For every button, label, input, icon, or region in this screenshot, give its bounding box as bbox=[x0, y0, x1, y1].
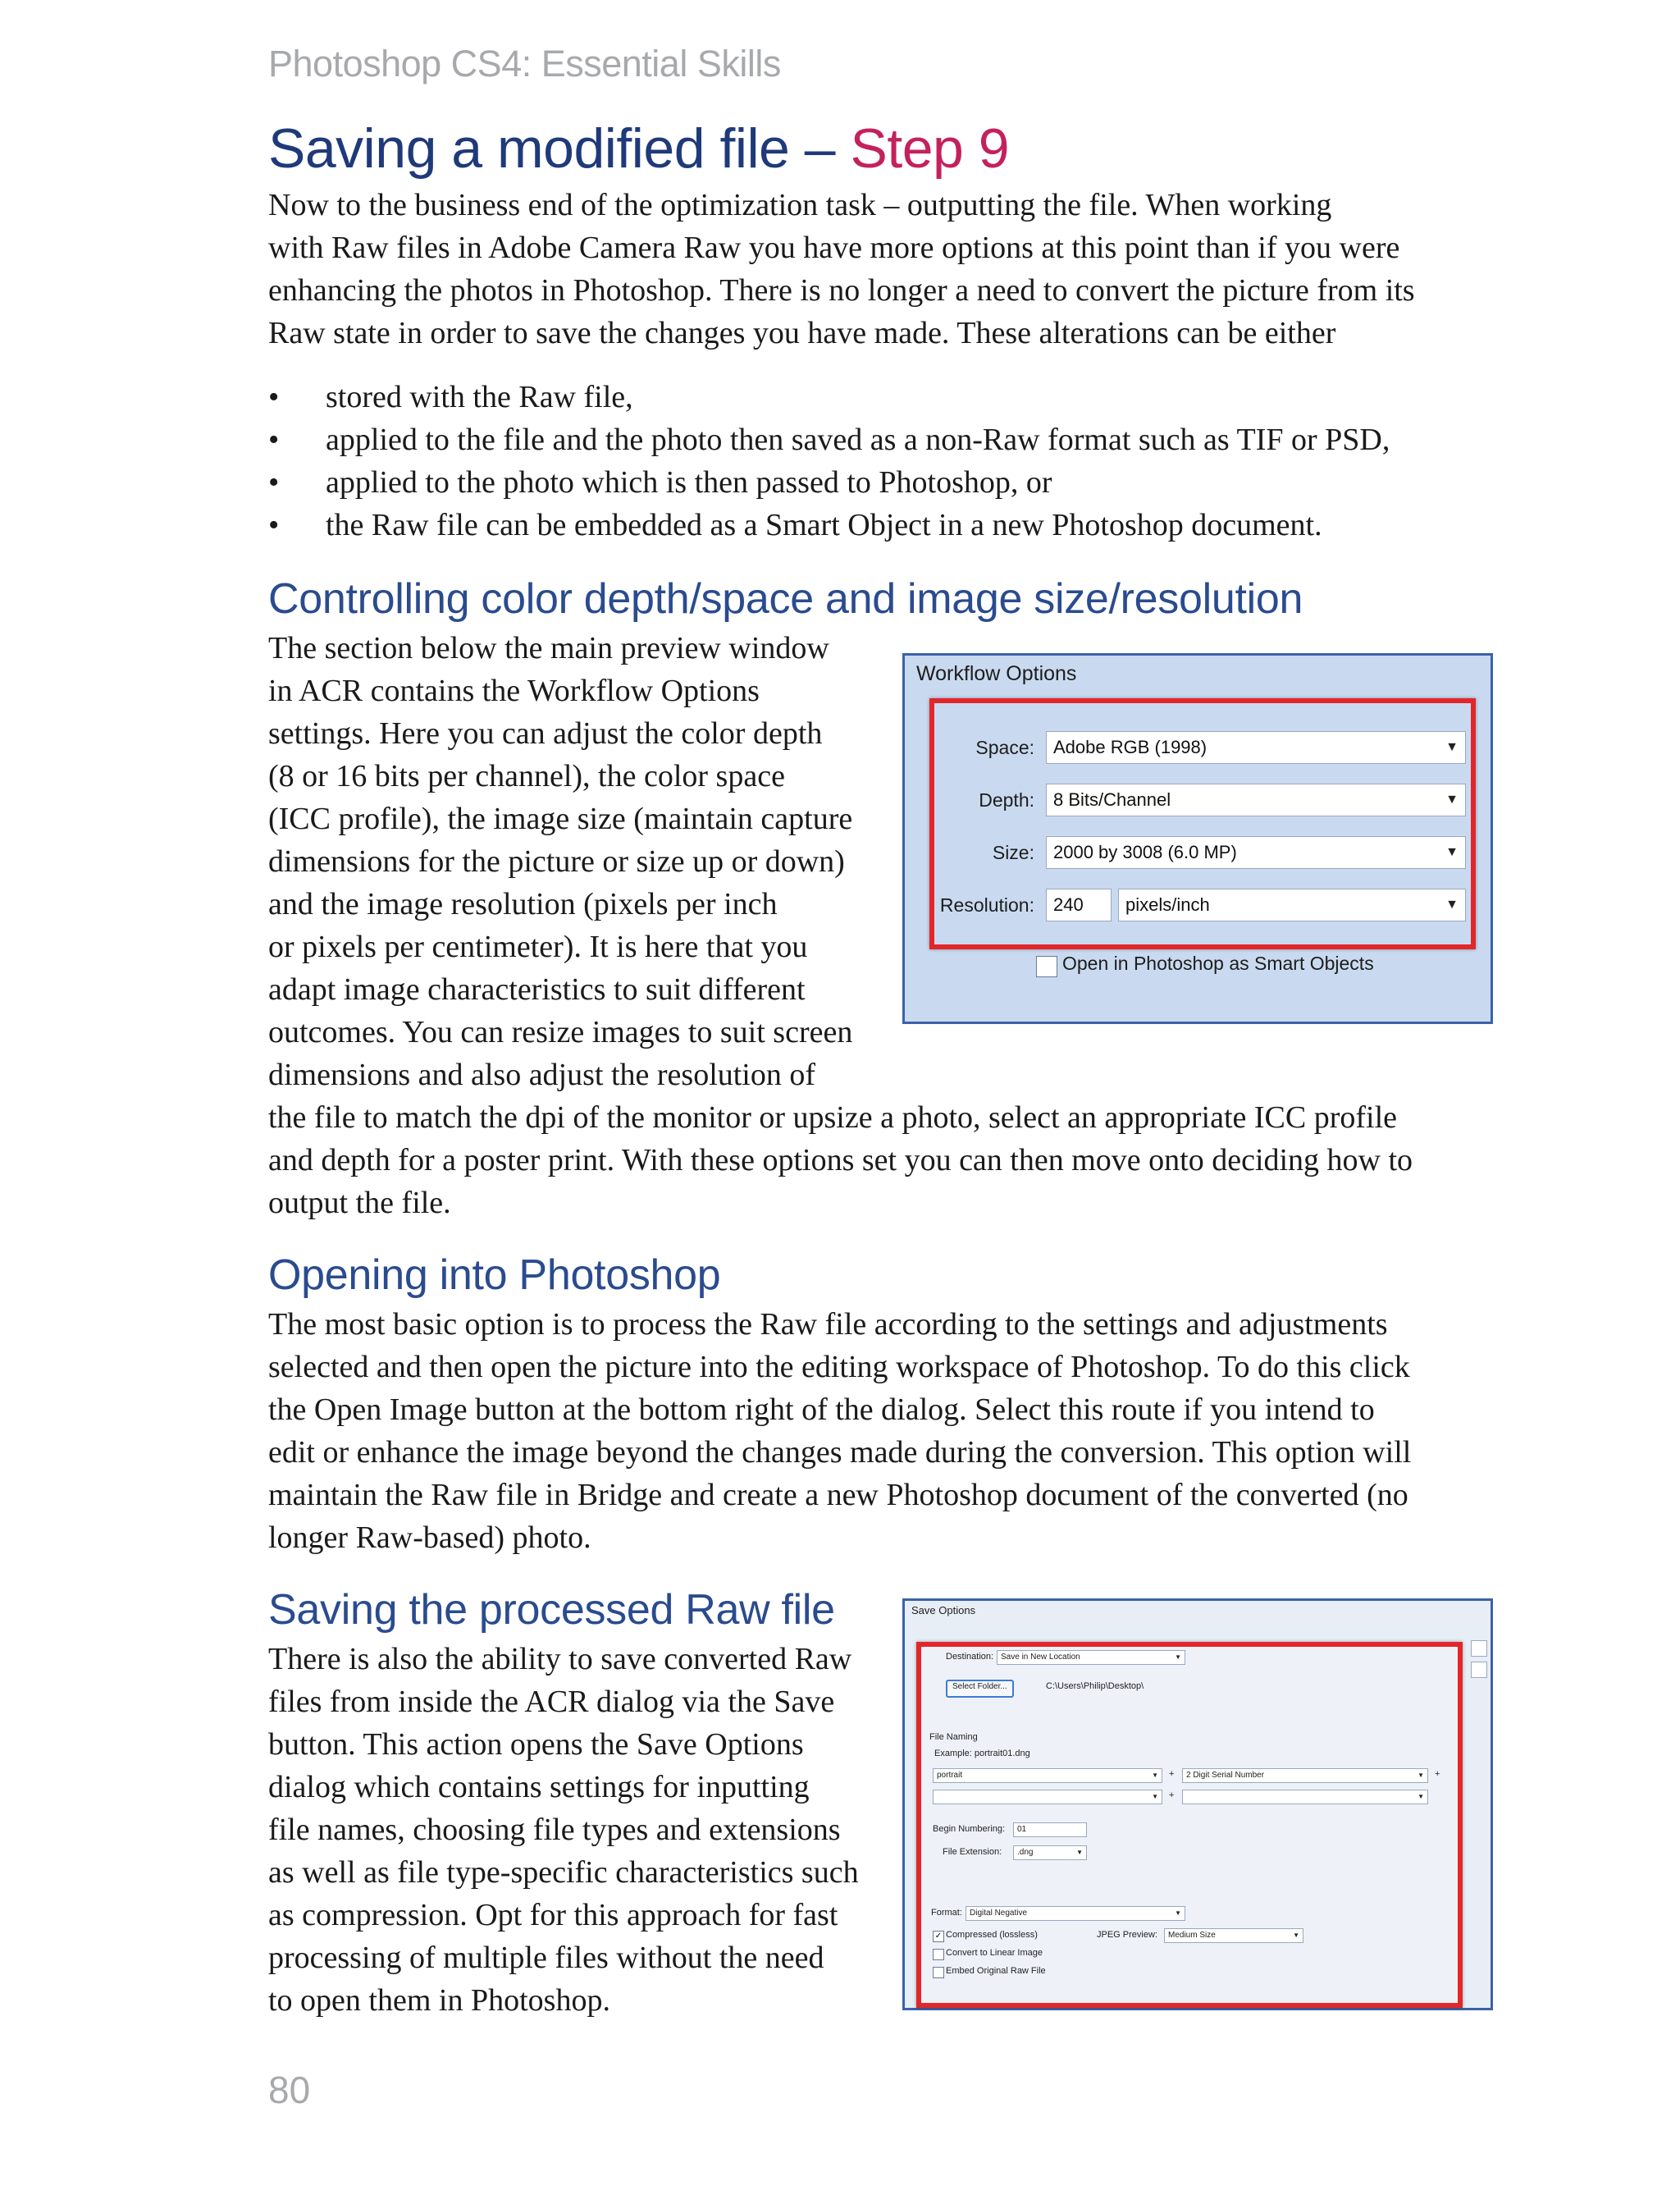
file-naming-example: Example: portrait01.dng bbox=[934, 1749, 1030, 1758]
resolution-input[interactable]: 240 bbox=[1046, 889, 1112, 921]
section1-line: The section below the main preview window bbox=[268, 631, 829, 665]
section2-line: longer Raw-based) photo. bbox=[268, 1520, 591, 1555]
depth-label: Depth: bbox=[979, 789, 1034, 811]
format-select[interactable]: Digital Negative ▼ bbox=[966, 1906, 1185, 1921]
folder-path: C:\Users\Philip\Desktop\ bbox=[1046, 1681, 1144, 1691]
side-button[interactable] bbox=[1471, 1662, 1487, 1678]
chevron-down-icon: ▼ bbox=[1175, 1909, 1181, 1917]
page-title bbox=[268, 117, 1009, 181]
embed-original-label: Embed Original Raw File bbox=[946, 1966, 1046, 1976]
section3-line: to open them in Photoshop. bbox=[268, 1983, 610, 2018]
running-head: Photoshop CS4: Essential Skills bbox=[268, 43, 781, 85]
section1-line: and depth for a poster print. With these options set you can then move onto deciding how to bbox=[268, 1143, 1413, 1177]
compressed-label: Compressed (lossless) bbox=[946, 1930, 1038, 1940]
section2-line: The most basic option is to process the Raw file according to the settings and adjustments bbox=[268, 1307, 1388, 1342]
page-number: 80 bbox=[268, 2069, 311, 2111]
section3-line: There is also the ability to save converted Raw bbox=[268, 1642, 852, 1676]
section3-line: processing of multiple files without the need bbox=[268, 1941, 824, 1975]
side-button[interactable] bbox=[1471, 1640, 1487, 1657]
list-item: • applied to the file and the photo then saved as a non-Raw format such as TIF or PSD, bbox=[268, 423, 1390, 457]
section1-line: in ACR contains the Workflow Options bbox=[268, 674, 760, 708]
chevron-down-icon: ▼ bbox=[1076, 1849, 1083, 1856]
file-naming-label: File Naming bbox=[929, 1732, 978, 1742]
workflow-options-screenshot bbox=[902, 653, 1493, 1024]
workflow-options-title: Workflow Options bbox=[916, 662, 1077, 685]
name-part-select[interactable] bbox=[933, 1790, 1162, 1804]
section1-line: and the image resolution (pixels per inch bbox=[268, 887, 778, 921]
section1-line: (8 or 16 bits per channel), the color space bbox=[268, 759, 785, 793]
section1-line: outcomes. You can resize images to suit screen bbox=[268, 1015, 853, 1049]
chevron-down-icon: ▼ bbox=[1293, 1932, 1299, 1939]
chevron-down-icon: ▼ bbox=[1445, 898, 1459, 912]
convert-linear-label: Convert to Linear Image bbox=[946, 1948, 1043, 1958]
chevron-down-icon: ▼ bbox=[1152, 1772, 1158, 1779]
section-heading-saving: Saving the processed Raw file bbox=[268, 1586, 835, 1634]
serial-number-select[interactable]: 2 Digit Serial Number ▼ bbox=[1182, 1768, 1428, 1783]
format-label: Format: bbox=[931, 1908, 962, 1918]
chevron-down-icon: ▼ bbox=[1175, 1653, 1181, 1661]
title-step: Step 9 bbox=[850, 117, 1010, 180]
intro-line: Now to the business end of the optimization task – outputting the file. When working bbox=[268, 188, 1332, 222]
resolution-unit-select[interactable]: pixels/inch ▼ bbox=[1118, 889, 1466, 921]
depth-select[interactable]: 8 Bits/Channel ▼ bbox=[1046, 784, 1466, 816]
intro-line: Raw state in order to save the changes you have made. These alterations can be either bbox=[268, 316, 1336, 350]
resolution-label: Resolution: bbox=[939, 894, 1034, 916]
convert-linear-checkbox[interactable] bbox=[933, 1949, 944, 1960]
depth-row bbox=[905, 782, 1495, 818]
section2-line: maintain the Raw file in Bridge and create a new Photoshop document of the converted (no bbox=[268, 1478, 1408, 1512]
plus-sign: + bbox=[1169, 1790, 1175, 1800]
chevron-down-icon: ▼ bbox=[1445, 793, 1459, 807]
section3-line: button. This action opens the Save Options bbox=[268, 1727, 804, 1762]
section1-line: dimensions for the picture or size up or down) bbox=[268, 844, 845, 879]
section2-line: edit or enhance the image beyond the changes made during the conversion. This option will bbox=[268, 1435, 1412, 1470]
section-heading-color-depth: Controlling color depth/space and image size/resolution bbox=[268, 575, 1303, 623]
plus-sign: + bbox=[1169, 1769, 1175, 1779]
section3-line: dialog which contains settings for inputting bbox=[268, 1770, 810, 1804]
section1-line: settings. Here you can adjust the color depth bbox=[268, 716, 823, 751]
section1-line: the file to match the dpi of the monitor or upsize a photo, select an appropriate ICC profile bbox=[268, 1100, 1398, 1135]
space-label: Space: bbox=[975, 737, 1034, 758]
title-main: Saving a modified file – bbox=[268, 117, 851, 180]
chevron-down-icon: ▼ bbox=[1445, 740, 1459, 754]
list-item: • the Raw file can be embedded as a Smart Object in a new Photoshop document. bbox=[268, 508, 1322, 542]
section1-line: (ICC profile), the image size (maintain capture bbox=[268, 802, 853, 836]
section3-line: as compression. Opt for this approach for fast bbox=[268, 1898, 838, 1932]
section1-line: dimensions and also adjust the resolution of bbox=[268, 1058, 816, 1092]
intro-line: enhancing the photos in Photoshop. There is no longer a need to convert the picture from its bbox=[268, 273, 1415, 308]
begin-numbering-input[interactable]: 01 bbox=[1013, 1822, 1087, 1837]
section3-line: files from inside the ACR dialog via the Save bbox=[268, 1685, 835, 1719]
begin-numbering-label: Begin Numbering: bbox=[933, 1824, 1006, 1834]
chevron-down-icon: ▼ bbox=[1152, 1793, 1158, 1800]
chevron-down-icon: ▼ bbox=[1418, 1772, 1424, 1779]
section3-line: as well as file type-specific characteristics such bbox=[268, 1855, 859, 1890]
plus-sign: + bbox=[1435, 1769, 1440, 1779]
chevron-down-icon: ▼ bbox=[1418, 1793, 1424, 1800]
section3-line: file names, choosing file types and extensions bbox=[268, 1813, 841, 1847]
section2-line: the Open Image button at the bottom right of the dialog. Select this route if you intend to bbox=[268, 1392, 1375, 1427]
destination-label: Destination: bbox=[946, 1652, 994, 1662]
jpeg-preview-select[interactable]: Medium Size ▼ bbox=[1164, 1928, 1303, 1943]
save-options-title: Save Options bbox=[911, 1604, 976, 1616]
space-row bbox=[905, 729, 1495, 766]
jpeg-preview-label: JPEG Preview: bbox=[1097, 1930, 1157, 1940]
bullet-list bbox=[268, 376, 1390, 546]
size-row bbox=[905, 834, 1495, 871]
section2-line: selected and then open the picture into the editing workspace of Photoshop. To do this click bbox=[268, 1350, 1410, 1384]
name-part-select[interactable]: portrait ▼ bbox=[933, 1768, 1162, 1783]
embed-original-checkbox[interactable] bbox=[933, 1967, 944, 1978]
chevron-down-icon: ▼ bbox=[1445, 845, 1459, 859]
size-select[interactable]: 2000 by 3008 (6.0 MP) ▼ bbox=[1046, 836, 1466, 869]
intro-line: with Raw files in Adobe Camera Raw you have more options at this point than if you were bbox=[268, 231, 1400, 265]
save-options-screenshot bbox=[902, 1598, 1493, 2010]
space-select[interactable]: Adobe RGB (1998) ▼ bbox=[1046, 731, 1466, 764]
compressed-checkbox[interactable]: ✓ bbox=[933, 1931, 944, 1942]
section3-paragraph bbox=[268, 1638, 859, 2022]
highlight-box bbox=[916, 1642, 1463, 2008]
section1-line: output the file. bbox=[268, 1186, 451, 1220]
destination-select[interactable]: Save in New Location ▼ bbox=[997, 1650, 1185, 1665]
smart-objects-checkbox[interactable] bbox=[1036, 956, 1057, 977]
section1-line: or pixels per centimeter). It is here that you bbox=[268, 930, 808, 964]
file-extension-select[interactable]: .dng ▼ bbox=[1013, 1845, 1087, 1860]
name-part-select[interactable] bbox=[1182, 1790, 1428, 1804]
smart-objects-label: Open in Photoshop as Smart Objects bbox=[1062, 953, 1374, 974]
section2-paragraph bbox=[268, 1303, 1411, 1559]
section1-line: adapt image characteristics to suit different bbox=[268, 972, 806, 1007]
section-heading-opening: Opening into Photoshop bbox=[268, 1251, 721, 1299]
list-item: • stored with the Raw file, bbox=[268, 380, 633, 414]
intro-paragraph bbox=[268, 184, 1415, 354]
file-extension-label: File Extension: bbox=[943, 1847, 1002, 1857]
resolution-row bbox=[905, 887, 1495, 923]
select-folder-button[interactable]: Select Folder... bbox=[946, 1680, 1014, 1698]
list-item: • applied to the photo which is then passed to Photoshop, or bbox=[268, 465, 1052, 500]
size-label: Size: bbox=[992, 842, 1034, 863]
